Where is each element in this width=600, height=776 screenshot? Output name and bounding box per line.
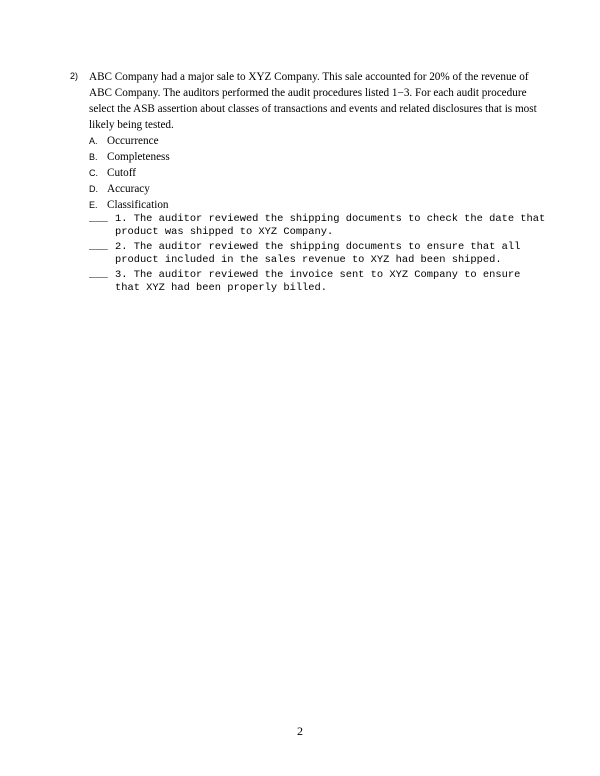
option-letter: C. xyxy=(89,168,98,178)
procedure-text: 2. The auditor reviewed the shipping documents to ensure that all product included in the sales revenue to XYZ had been shipped. xyxy=(115,241,521,266)
answer-blank[interactable]: ___ xyxy=(89,269,108,281)
audit-procedures xyxy=(89,213,549,295)
option-b xyxy=(89,149,540,165)
question-number: 2) xyxy=(70,71,79,81)
answer-options xyxy=(89,133,540,213)
option-c xyxy=(89,165,540,181)
option-letter: A. xyxy=(89,136,98,146)
question-block xyxy=(70,69,546,297)
option-letter: B. xyxy=(89,152,98,162)
option-text: Accuracy xyxy=(107,183,150,195)
procedure-text: 3. The auditor reviewed the invoice sent to XYZ Company to ensure that XYZ had been properly billed. xyxy=(115,269,521,294)
option-text: Classification xyxy=(107,199,169,211)
option-letter: E. xyxy=(89,200,98,210)
procedure-item-3 xyxy=(89,269,549,295)
question-text: ABC Company had a major sale to XYZ Company. This sale accounted for 20% of the revenue of ABC Company. The auditors performed the audit procedures listed 1−3. For each audit procedure select the ASB assertion about classes of transactions and events and related disclosures that is most likely being tested. xyxy=(89,71,537,131)
option-text: Cutoff xyxy=(107,167,137,179)
option-a xyxy=(89,133,540,149)
option-d xyxy=(89,181,540,197)
page-number: 2 xyxy=(297,724,303,738)
procedure-text: 1. The auditor reviewed the shipping documents to check the date that product was shipped to XYZ Company. xyxy=(115,213,546,238)
procedure-item-2 xyxy=(89,241,549,267)
answer-blank[interactable]: ___ xyxy=(89,241,108,253)
answer-blank[interactable]: ___ xyxy=(89,213,108,225)
option-text: Completeness xyxy=(107,151,170,163)
option-text: Occurrence xyxy=(107,135,159,147)
option-letter: D. xyxy=(89,184,98,194)
procedure-item-1 xyxy=(89,213,549,239)
option-e xyxy=(89,197,540,213)
